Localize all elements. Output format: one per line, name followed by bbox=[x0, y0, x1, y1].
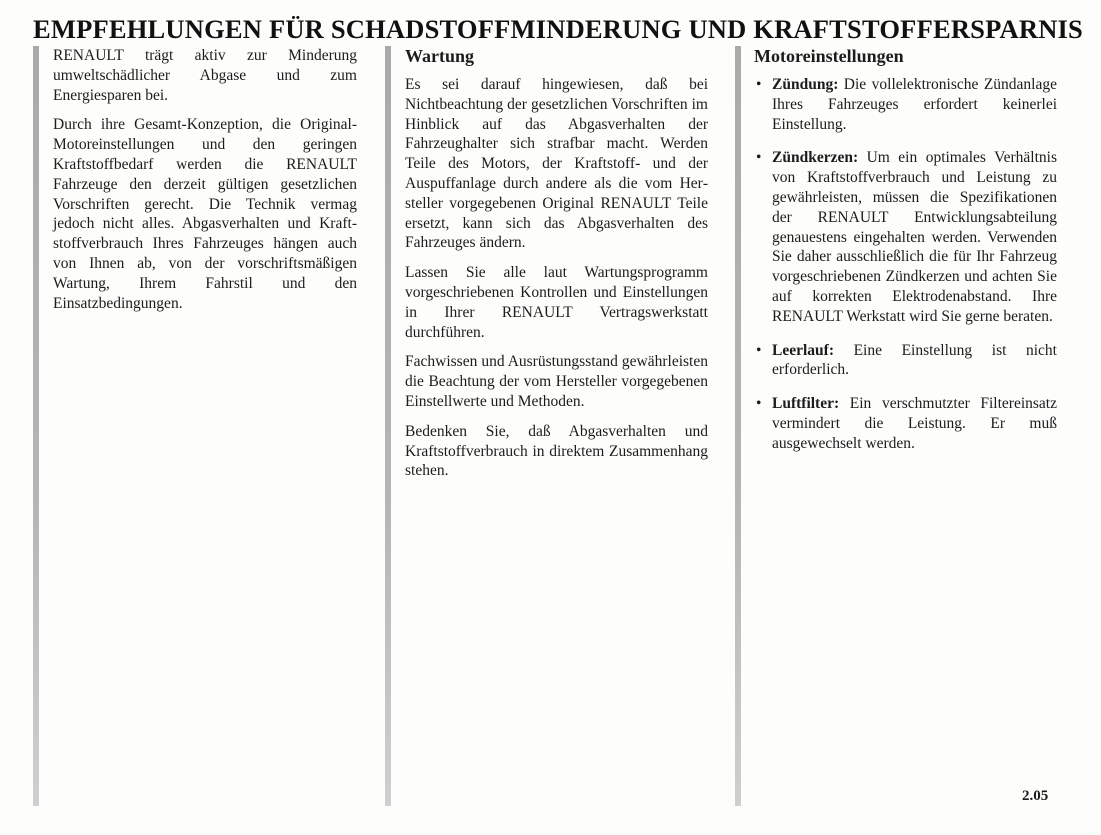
item-term: Zündung: bbox=[772, 76, 839, 93]
item-text: Um ein optimales Verhältnis von Kraftstoffverbrauch und Leistung zu gewährleisten, müssen die Spezifikationen der RENAULT Entwicklungsabteilung genauestens eingehalten werden. Verwenden Sie daher ausschließlich die für Ihr Fahrzeug vorgeschriebenen Zündkerzen und achten Sie auf korrekten Elektrodenabstand. Ihre RENAULT Werkstatt wird Sie gerne beraten. bbox=[772, 149, 1057, 325]
list-item bbox=[754, 148, 1057, 326]
wartung-paragraph: Es sei darauf hingewiesen, daß bei Nichtbeachtung der gesetzlichen Vorschriften im Hinblick auf das Abgasverhalten der Fahrzeughalter sich strafbar macht. Werden Teile des Motors, der Kraftstoff- und der Auspuffanlage durch andere als die vom Hersteller vorgegebenen Original RENAULT Teile ersetzt, kann sich das Abgasverhalten des Fahrzeuges ändern. bbox=[405, 76, 708, 252]
column-bar bbox=[735, 46, 741, 806]
settings-list bbox=[754, 75, 1057, 454]
section-heading-motoreinstellungen: Motoreinstellungen bbox=[754, 46, 904, 66]
column-motoreinstellungen bbox=[735, 46, 1065, 806]
item-text: Die vollelektronische Zündanlage Ihres Fahrzeuges erfordert keinerlei Einstellung. bbox=[772, 76, 1057, 133]
column-intro bbox=[33, 46, 363, 806]
column-content bbox=[754, 46, 1057, 468]
item-term: Leerlauf: bbox=[772, 341, 834, 359]
bullet-icon: • bbox=[756, 341, 762, 359]
intro-paragraph: Durch ihre Gesamt-Konzeption, die Original-Motoreinstellungen und den geringen Kraftstoffbedarf werden die RENAULT Fahrzeuge den derzeit gültigen gesetzlichen Vorschriften gerecht. Die Technik vermag jedoch nicht alles. Abgasverhalten und Kraftstoffverbrauch Ihres Fahrzeuges hängen auch von Ihnen ab, von der vorschriftsmäßigen Wartung, Ihrem Fahrstil und den Einsatzbedingungen. bbox=[53, 116, 357, 312]
column-bar bbox=[385, 46, 391, 806]
item-term: Zündkerzen: bbox=[772, 149, 859, 167]
column-wartung bbox=[385, 46, 715, 806]
bullet-icon: • bbox=[756, 395, 762, 413]
wartung-paragraph: Bedenken Sie, daß Abgasverhalten und Kraftstoffverbrauch in direktem Zusammenhang stehen. bbox=[405, 422, 708, 480]
wartung-paragraph: Fachwissen und Ausrüstungsstand gewährleisten die Beachtung der vom Hersteller vorgegebenen Einstellwerte und Methoden. bbox=[405, 353, 708, 410]
column-content bbox=[53, 46, 357, 323]
page-number: 2.05 bbox=[1022, 788, 1049, 804]
section-heading-wartung: Wartung bbox=[405, 46, 475, 66]
list-item bbox=[754, 394, 1057, 453]
bullet-icon: • bbox=[756, 76, 762, 93]
list-item bbox=[754, 75, 1057, 134]
list-item bbox=[754, 341, 1057, 381]
item-text: Eine Einstellung ist nicht erforderlich. bbox=[772, 341, 1057, 379]
item-term: Luftfilter: bbox=[772, 395, 840, 413]
wartung-paragraph: Lassen Sie alle laut Wartungsprogramm vorgeschriebenen Kontrollen und Einstellungen in Ihrer RENAULT Vertragswerkstatt durchführen. bbox=[405, 264, 708, 341]
intro-paragraph: RENAULT trägt aktiv zur Minderung umweltschädlicher Abgase und zum Energiesparen bei. bbox=[53, 47, 357, 104]
item-text: Ein verschmutzter Filtereinsatz vermindert die Leistung. Er muß ausgewechselt werden. bbox=[772, 395, 1057, 452]
page-title: EMPFEHLUNGEN FÜR SCHADSTOFFMINDERUNG UND KRAFTSTOFFERSPARNIS bbox=[33, 14, 1083, 44]
column-content bbox=[405, 46, 708, 491]
bullet-icon: • bbox=[756, 149, 762, 167]
column-bar bbox=[33, 46, 39, 806]
